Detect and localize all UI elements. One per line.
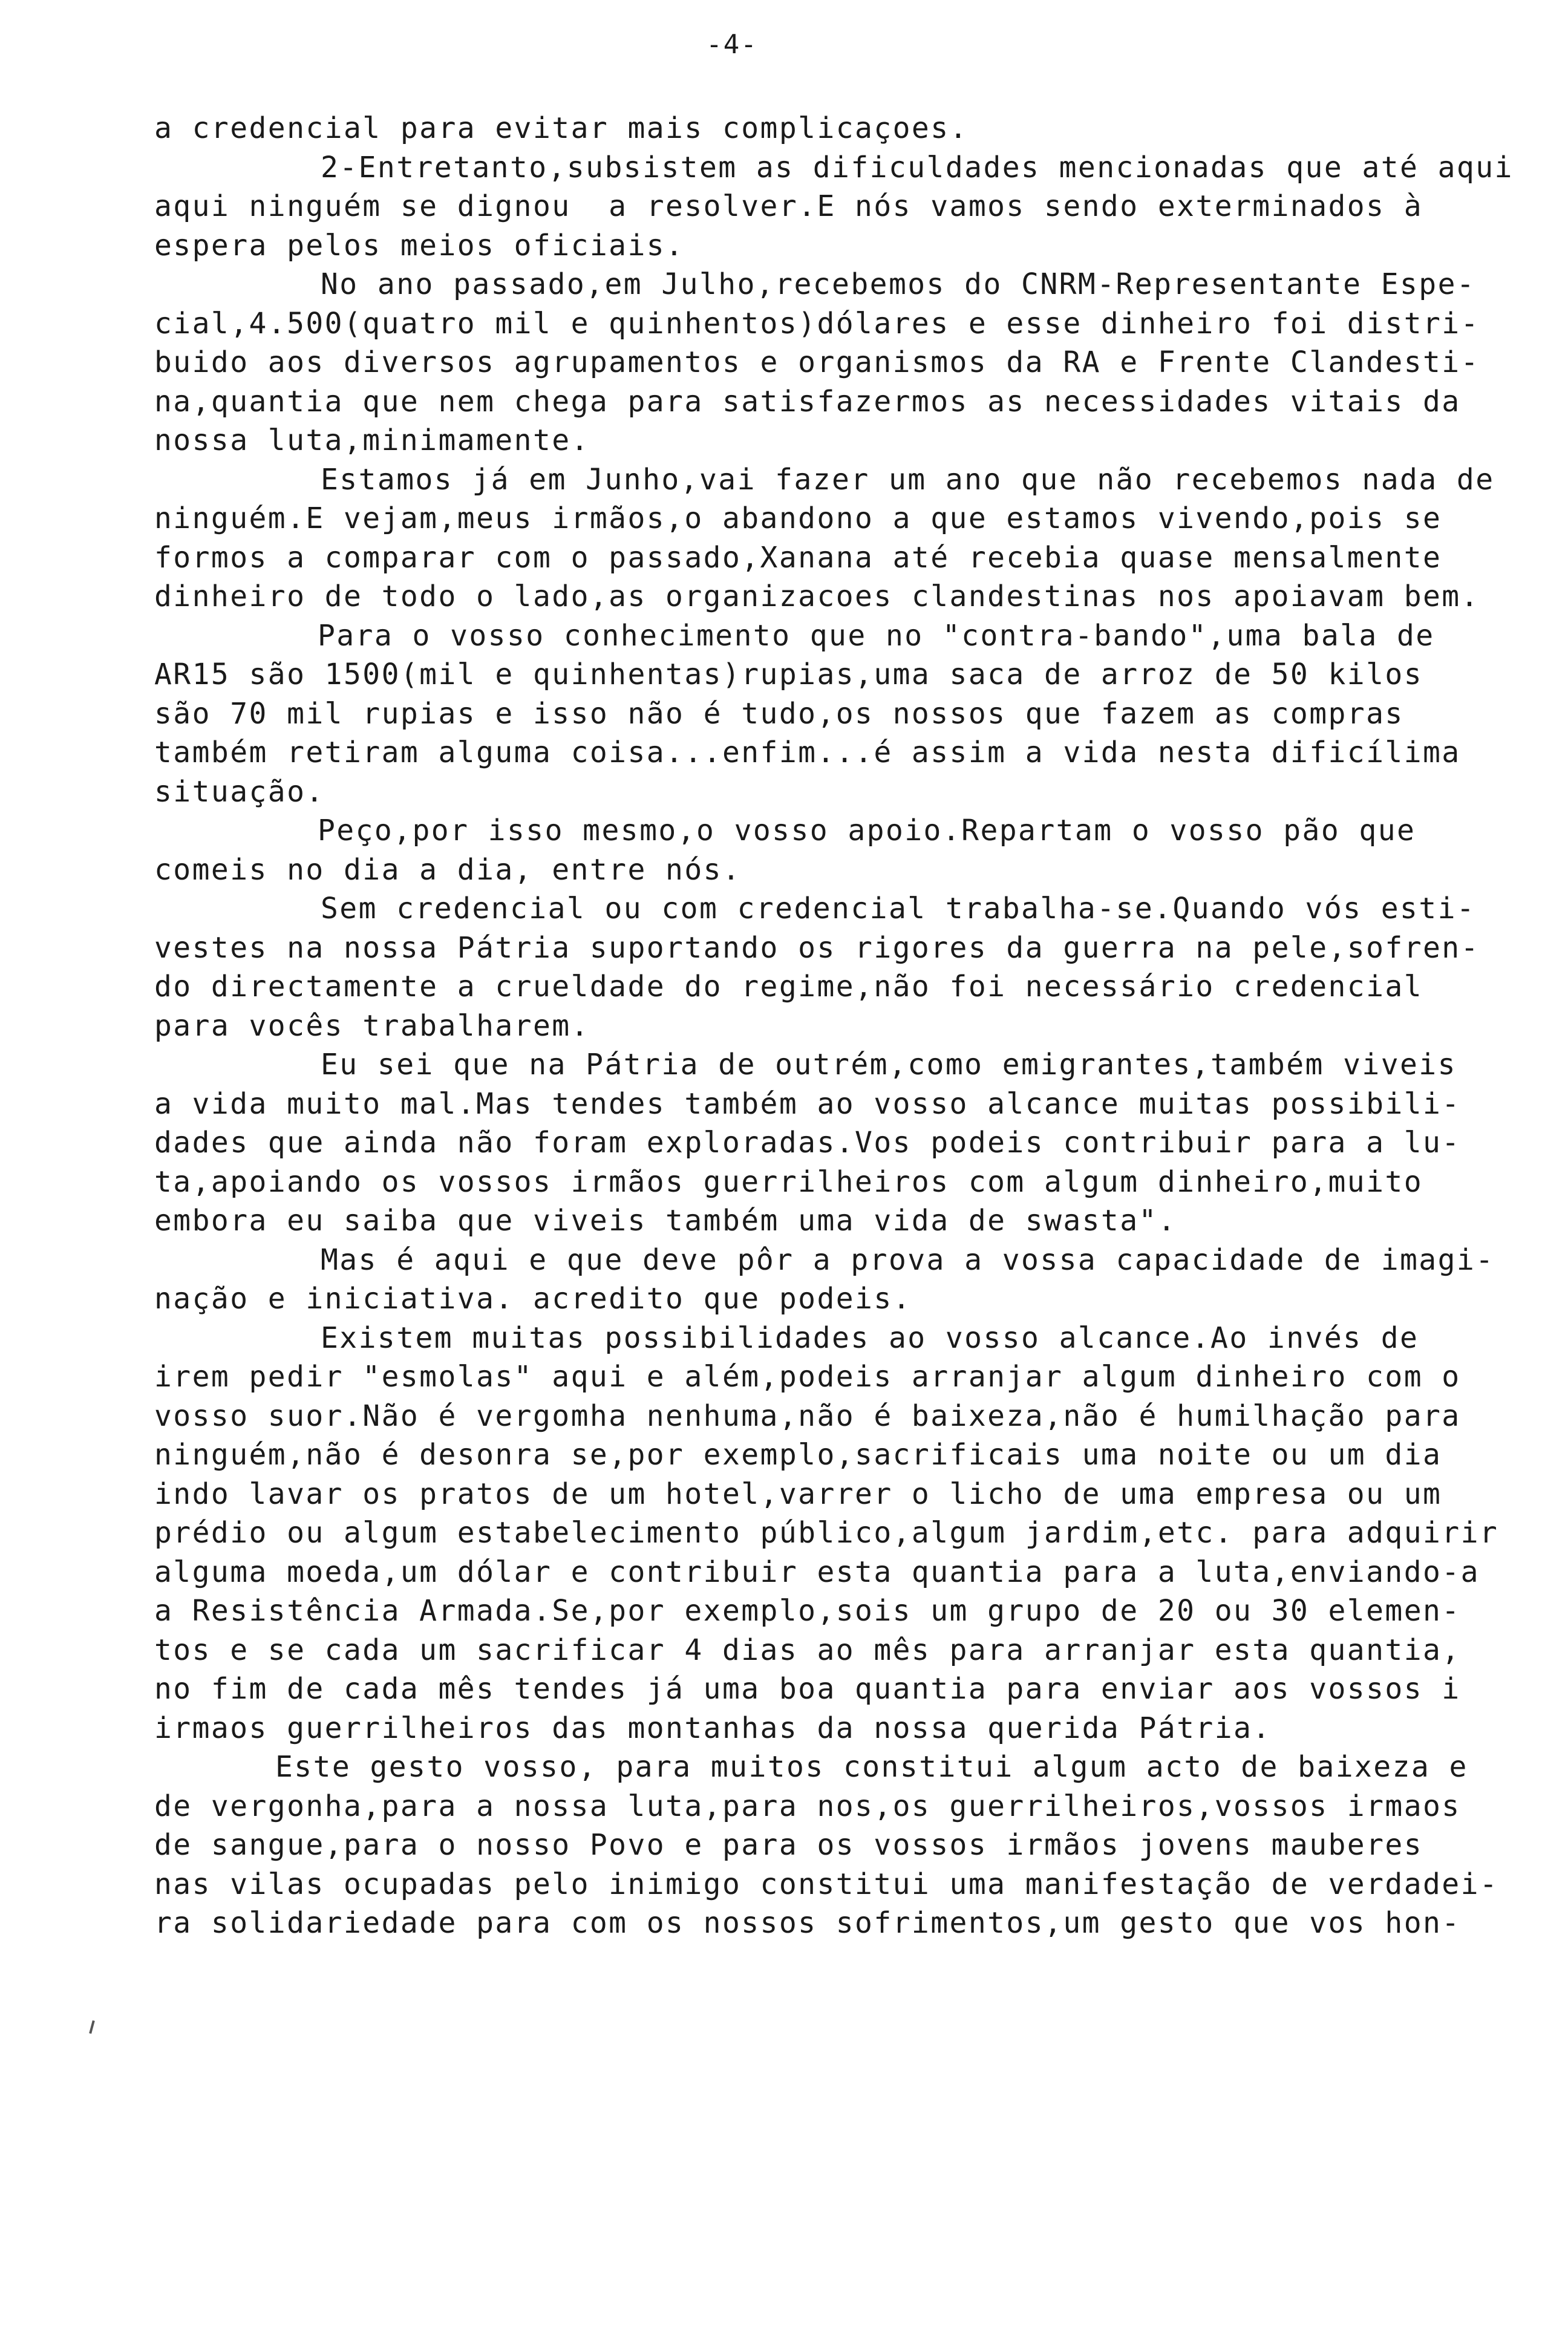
text-line: Para o vosso conhecimento que no "contra-bando",uma bala de [318,618,1435,653]
text-line: cial,4.500(quatro mil e quinhentos)dólares e esse dinheiro foi distri- [154,306,1480,341]
text-line: comeis no dia a dia, entre nós. [154,852,742,887]
text-line: do directamente a crueldade do regime,não foi necessário credencial [154,970,1423,1004]
text-line: indo lavar os pratos de um hotel,varrer o licho de uma empresa ou um [154,1477,1442,1511]
text-line: ta,apoiando os vossos irmãos guerrilheiros com algum dinheiro,muito [154,1164,1423,1199]
text-line: embora eu saiba que viveis também uma vida de swasta". [154,1204,1177,1238]
text-line: Sem credencial ou com credencial trabalha-se.Quando vós esti- [321,892,1476,926]
text-line: situação. [154,774,325,809]
text-line: No ano passado,em Julho,recebemos do CNRM-Representante Espe- [321,267,1476,301]
text-line: nossa luta,minimamente. [154,423,590,457]
text-line: Eu sei que na Pátria de outrém,como emigrantes,também viveis [321,1048,1457,1082]
text-line: aqui ninguém se dignou a resolver.E nós vamos sendo exterminados à [154,189,1423,223]
text-line: dades que ainda não foram exploradas.Vos podeis contribuir para a lu- [154,1126,1461,1160]
text-line: a credencial para evitar mais complicaçoes. [154,111,969,145]
text-line: Este gesto vosso, para muitos constitui algum acto de baixeza e [275,1750,1468,1784]
text-line: nação e iniciativa. acredito que podeis. [154,1282,912,1316]
text-line: AR15 são 1500(mil e quinhentas)rupias,uma saca de arroz de 50 kilos [154,658,1423,691]
text-line: ra solidariedade para com os nossos sofrimentos,um gesto que vos hon- [154,1906,1461,1940]
text-line: de vergonha,para a nossa luta,para nos,os guerrilheiros,vossos irmaos [154,1789,1461,1823]
text-line: tos e se cada um sacrificar 4 dias ao mês para arranjar esta quantia, [154,1633,1461,1667]
text-line: ninguém,não é desonra se,por exemplo,sacrificais uma noite ou um dia [154,1438,1442,1472]
text-line: Estamos já em Junho,vai fazer um ano que não recebemos nada de [321,462,1495,497]
text-line: alguma moeda,um dólar e contribuir esta quantia para a luta,enviando-a [154,1555,1480,1589]
text-line: irem pedir "esmolas" aqui e além,podeis arranjar algum dinheiro com o [154,1360,1461,1394]
text-line: a vida muito mal.Mas tendes também ao vosso alcance muitas possibili- [154,1086,1461,1121]
text-line: a Resistência Armada.Se,por exemplo,sois um grupo de 20 ou 30 elemen- [154,1594,1461,1628]
text-line: são 70 mil rupias e isso não é tudo,os nossos que fazem as compras [154,696,1404,731]
text-line: 2-Entretanto,subsistem as dificuldades mencionadas que até aqui [321,150,1514,184]
text-line: irmaos guerrilheiros das montanhas da nossa querida Pátria. [154,1711,1272,1745]
text-line: de sangue,para o nosso Povo e para os vossos irmãos jovens mauberes [154,1828,1423,1862]
typewritten-text-body [154,109,1514,1943]
text-line: buido aos diversos agrupamentos e organismos da RA e Frente Clandesti- [154,345,1480,379]
text-line: na,quantia que nem chega para satisfazermos as necessidades vitais da [154,384,1461,419]
text-line: Existem muitas possibilidades ao vosso alcance.Ao invés de [321,1321,1419,1355]
text-line: espera pelos meios oficiais. [154,228,685,263]
text-line: nas vilas ocupadas pelo inimigo constitui uma manifestação de verdadei- [154,1867,1499,1901]
text-line: formos a comparar com o passado,Xanana até recebia quase mensalmente [154,540,1442,575]
text-line: vosso suor.Não é vergomha nenhuma,não é baixeza,não é humilhação para [154,1399,1461,1433]
text-line: para vocês trabalharem. [154,1008,590,1043]
text-line: no fim de cada mês tendes já uma boa quantia para enviar aos vossos i [154,1672,1461,1706]
margin-mark [89,2020,95,2034]
text-line: também retiram alguma coisa...enfim...é assim a vida nesta dificílima [154,736,1461,769]
text-line: prédio ou algum estabelecimento público,algum jardim,etc. para adquirir [154,1516,1499,1550]
text-line: dinheiro de todo o lado,as organizacoes clandestinas nos apoiavam bem. [154,580,1480,613]
text-line: Peço,por isso mesmo,o vosso apoio.Repartam o vosso pão que [318,814,1416,847]
text-line: ninguém.E vejam,meus irmãos,o abandono a que estamos vivendo,pois se [154,501,1442,535]
page-number: -4- [706,29,758,60]
text-line: vestes na nossa Pátria suportando os rigores da guerra na pele,sofren- [154,930,1480,965]
text-line: Mas é aqui e que deve pôr a prova a vossa capacidade de imagi- [321,1242,1495,1277]
